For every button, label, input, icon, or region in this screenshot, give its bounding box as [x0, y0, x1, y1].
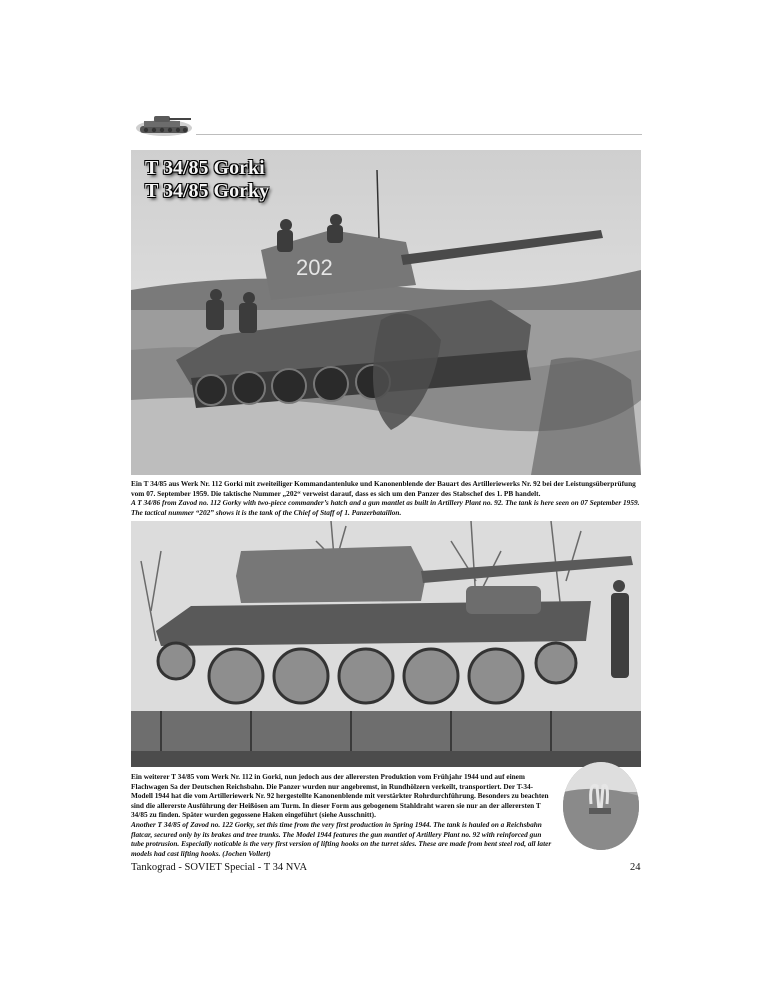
caption-english: A T 34/86 from Zavod no. 112 Gorky with two-piece commander’s hatch and a gun mantlet as built in Artillery Plant no. 92. The tank is here seen on 07 September 1959. The tactical nummer “202” shows it is the tank of the Chief of Staff of 1. Panzerbataillon.: [131, 498, 640, 517]
caption-german: Ein T 34/85 aus Werk Nr. 112 Gorki mit zweiteiliger Kommandantenluke und Kanonenblende der Bauart des Artilleriewerks Nr. 92 bei der Leistungsüberprüfung vom 07. September 1959. Die taktische Nummer „202“ verweist darauf, dass es sich um den Panzer des Stabschef des 1. PB handelt.: [131, 479, 636, 498]
photo-title-de: T 34/85 Gorki: [145, 157, 265, 179]
photo-title-overlay: [145, 157, 269, 203]
footer-publication-title: Tankograd - SOVIET Special - T 34 NVA: [131, 862, 308, 873]
photo1-caption: [131, 479, 641, 517]
turret-number: 202: [296, 255, 333, 280]
photo-title-en: T 34/85 Gorky: [145, 180, 270, 202]
tank-silhouette-icon: [134, 108, 194, 138]
page-number: 24: [630, 862, 641, 873]
photo2-caption: [131, 772, 553, 858]
caption-german: Ein weiterer T 34/85 vom Werk Nr. 112 in Gorki, nun jedoch aus der allerersten Produktion vom Frühjahr 1944 und auf einem Flachwagen Sa der Deutschen Reichsbahn. Die Panzer wurden nur angebremst, in Rundhölzern verkeilt, transportiert. Der T-34-Modell 1944 hat die vom Artilleriewerk Nr. 92 hergestellte Kanonenblende mit verstärkter Rohrdurchführung. Besonders zu beachten sind die allererste Ausführung der Heißösen am Turm. In dieser Form aus gebogenem Stahldraht waren sie nur an der allerersten T 34/85 zu finden. Später wurden gegossene Haken eingeführt (siehe Ausschnitt).: [131, 772, 549, 820]
header-rule: [196, 134, 642, 135]
caption-english: Another T 34/85 of Zavod no. 122 Gorky, set this time from the very first production in Spring 1944. The tank is hauled on a Reichsbahn flatcar, secured only by its brakes and tree trunks. The Model 1944 features the gun mantlet of Artillery Plant no. 92 with reinforced gun tube protrusion. Especially noticable is the very first version of lifting hooks on the turret sides. These are made from bent steel rod, all later models had cast lifting hooks. (Jochen Vollert): [131, 819, 552, 858]
lifting-hook-detail-inset: [563, 762, 639, 850]
photo-t34-on-flatcar: [131, 521, 641, 767]
